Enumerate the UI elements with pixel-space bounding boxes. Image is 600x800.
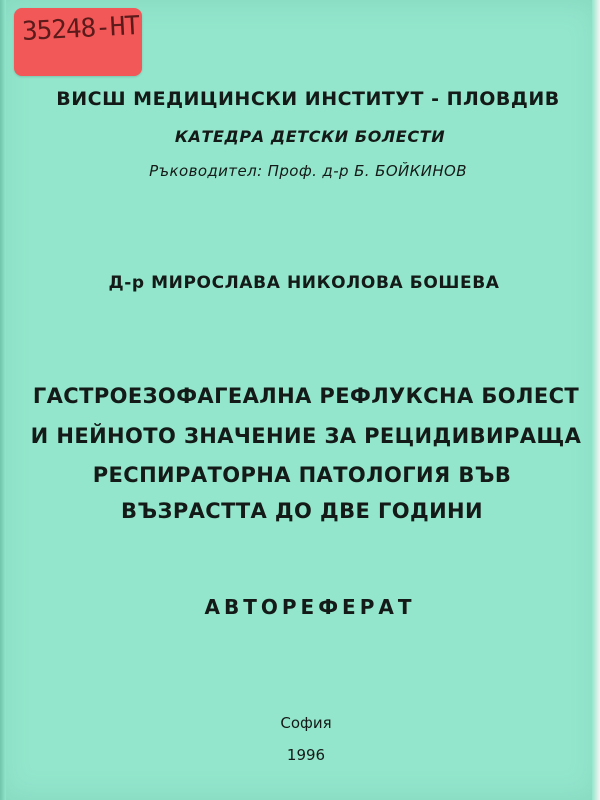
title-line-4: ВЪЗРАСТТА ДО ДВЕ ГОДИНИ [120,499,484,523]
document-type: АВТОРЕФЕРАТ [204,595,416,619]
stamp-code: 35248-НТ [21,10,140,48]
title-line-2: И НЕЙНОТО ЗНАЧЕНИЕ ЗА РЕЦИДИВИРАЩА [30,424,582,448]
department-name: КАТЕДРА ДЕТСКИ БОЛЕСТИ [174,127,446,146]
supervisor-line: Ръководител: Проф. д-р Б. БОЙКИНОВ [149,162,467,180]
title-line-1: ГАСТРОЕЗОФАГЕАЛНА РЕФЛУКСНА БОЛЕСТ [32,384,580,408]
institute-name: ВИСШ МЕДИЦИНСКИ ИНСТИТУТ - ПЛОВДИВ [56,88,560,110]
title-line-3: РЕСПИРАТОРНА ПАТОЛОГИЯ ВЪВ [92,463,512,487]
publication-year: 1996 [286,746,326,764]
author-name: Д-р МИРОСЛАВА НИКОЛОВА БОШЕВА [108,273,500,293]
library-stamp [14,8,142,76]
publication-city: София [280,714,332,732]
